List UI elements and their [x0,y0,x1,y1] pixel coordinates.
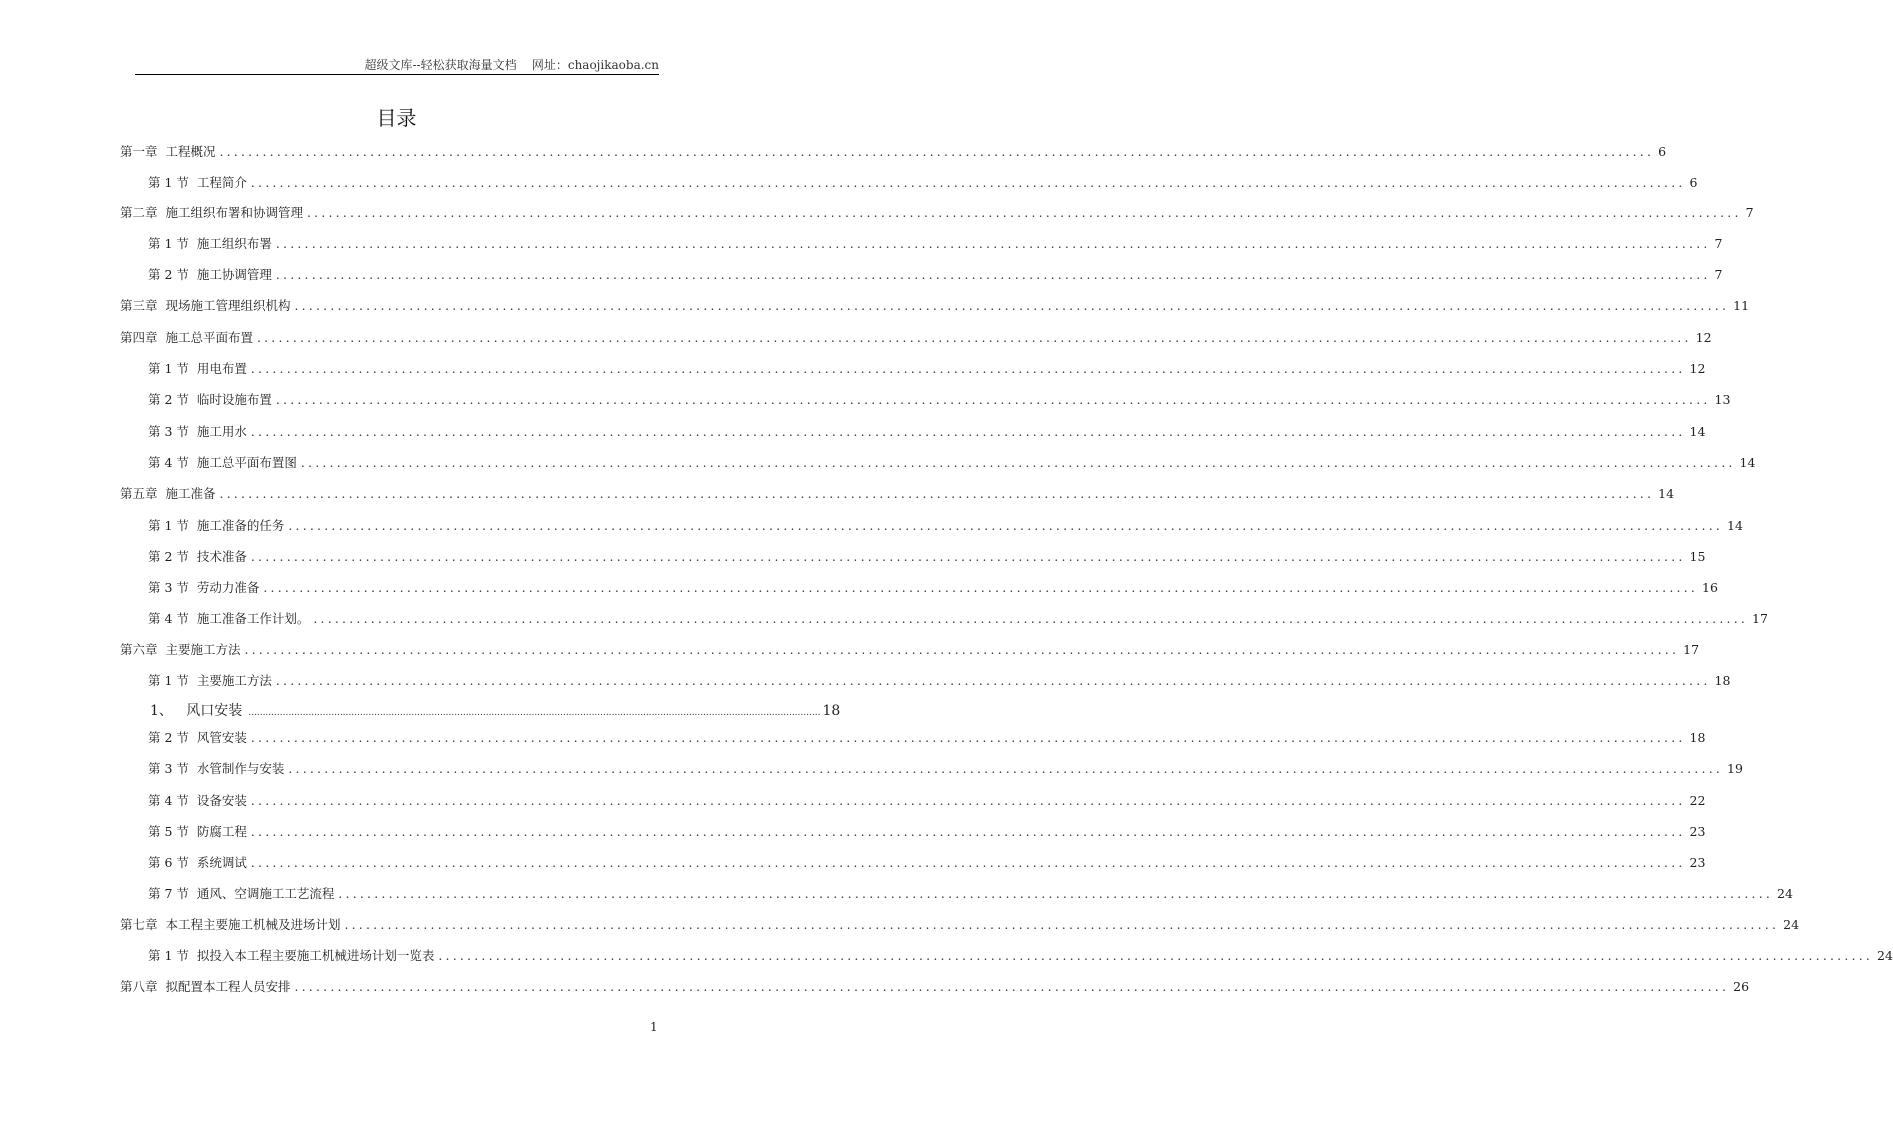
toc-entry-label: 第 4 节 设备安装 [148,793,247,808]
toc-entry[interactable] [148,360,1706,378]
toc-entry-page: 6 [1689,175,1698,190]
toc-entry-page: 24 [1783,917,1800,932]
toc-entry[interactable] [148,854,1706,872]
toc-entry[interactable] [148,729,1706,747]
toc-entry[interactable] [148,517,1743,535]
dot-leader: ........................................................................................................................................................................................................ [294,298,1730,313]
toc-entry-label: 第一章 工程概况 [120,144,216,159]
toc-entry[interactable] [120,143,1667,161]
toc-entry[interactable] [120,329,1712,347]
toc-entry-page: 24 [1877,948,1893,963]
toc-entry-label: 第 4 节 施工准备工作计划。 [148,611,310,626]
toc-entry-page: 18 [1689,730,1706,745]
toc-entry[interactable] [148,823,1706,841]
dot-leader: ........................................................................................................................................................................................................ [250,730,1686,745]
dot-leader: ........................................................................................................................................................................................................ [256,330,1692,345]
toc-entry-label: 第 1 节 用电布置 [148,361,247,376]
dot-leader: ........................................................................................................................................................................................................ [438,948,1874,963]
toc-entry-label: 第八章 拟配置本工程人员安排 [120,979,291,994]
toc-entry[interactable] [148,454,1756,472]
dot-leader: ........................................................................................................................................................................................................ [294,979,1730,994]
dot-leader: ........................................................................................................................................................................................................ [344,917,1780,932]
page-number: 1 [650,1020,658,1034]
toc-entry-page: 22 [1689,793,1706,808]
toc-entry[interactable] [148,672,1731,690]
toc-entry[interactable] [150,702,841,720]
toc-entry[interactable] [120,297,1750,315]
toc-entry-page: 15 [1689,549,1706,564]
dot-leader: ........................................................................................................................................................................................................ [250,855,1686,870]
dot-leader: ........................................................................................................................................................................................................ [250,793,1686,808]
toc-entry-label: 第 1 节 工程简介 [148,175,247,190]
toc-entry-label: 第 5 节 防腐工程 [148,824,247,839]
toc-entry-page: 17 [1683,642,1700,657]
toc-entry[interactable] [120,485,1675,503]
toc-entry[interactable] [148,391,1731,409]
toc-entry-page: 16 [1702,580,1718,595]
toc-entry-page: 14 [1739,455,1756,470]
toc-entry-label: 第 1 节 施工准备的任务 [148,518,285,533]
toc-entry[interactable] [148,610,1768,628]
toc-entry-page: 23 [1689,855,1706,870]
toc-entry-label: 1、 风口安装 [150,703,243,719]
toc-entry-page: 19 [1727,761,1743,776]
toc-entry[interactable] [148,579,1718,597]
header-divider [135,74,659,75]
dot-leader: ........................................................................................................................................................................................................ [248,708,821,718]
toc-entry[interactable] [120,641,1700,659]
dot-leader: ........................................................................................................................................................................................................ [275,392,1711,407]
toc-entry-page: 18 [822,703,841,719]
toc-entry-label: 第 2 节 施工协调管理 [148,267,272,282]
toc-entry-label: 第 2 节 临时设施布置 [148,392,272,407]
dot-leader: ........................................................................................................................................................................................................ [219,486,1655,501]
toc-entry-page: 12 [1695,330,1712,345]
toc-entry[interactable] [148,266,1723,284]
dot-leader: ........................................................................................................................................................................................................ [313,611,1749,626]
toc-entry-page: 7 [1714,236,1723,251]
toc-entry-label: 第三章 现场施工管理组织机构 [120,298,291,313]
toc-entry-page: 14 [1689,424,1706,439]
toc-entry-label: 第四章 施工总平面布置 [120,330,253,345]
toc-title: 目录 [376,106,417,130]
dot-leader: ........................................................................................................................................................................................................ [244,642,1680,657]
toc-entry-page: 24 [1777,886,1793,901]
toc-entry-page: 11 [1733,298,1750,313]
toc-entry-page: 13 [1714,392,1731,407]
toc-entry-label: 第 3 节 水管制作与安装 [148,761,285,776]
toc-entry[interactable] [148,235,1723,253]
toc-entry-page: 12 [1689,361,1706,376]
toc-entry-label: 第 2 节 风管安装 [148,730,247,745]
toc-entry-page: 17 [1752,611,1768,626]
toc-entry[interactable] [148,947,1893,965]
dot-leader: ........................................................................................................................................................................................................ [338,886,1774,901]
toc-entry[interactable] [120,204,1754,222]
toc-entry-label: 第 3 节 劳动力准备 [148,580,260,595]
toc-entry[interactable] [148,885,1793,903]
toc-entry[interactable] [148,423,1706,441]
toc-entry-label: 第 1 节 主要施工方法 [148,673,272,688]
toc-entry-page: 7 [1714,267,1723,282]
toc-entry-page: 18 [1714,673,1731,688]
toc-entry[interactable] [120,916,1800,934]
toc-entry-label: 第五章 施工准备 [120,486,216,501]
toc-entry[interactable] [120,978,1750,996]
dot-leader: ........................................................................................................................................................................................................ [300,455,1736,470]
toc-entry[interactable] [148,174,1698,192]
toc-entry-label: 第 2 节 技术准备 [148,549,247,564]
dot-leader: ........................................................................................................................................................................................................ [275,673,1711,688]
toc-entry[interactable] [148,548,1706,566]
toc-entry-label: 第二章 施工组织布署和协调管理 [120,205,303,220]
toc-entry-label: 第 7 节 通风、空调施工工艺流程 [148,886,335,901]
toc-entry-label: 第 1 节 施工组织布署 [148,236,272,251]
dot-leader: ........................................................................................................................................................................................................ [275,267,1711,282]
dot-leader: ........................................................................................................................................................................................................ [288,761,1724,776]
dot-leader: ........................................................................................................................................................................................................ [263,580,1699,595]
dot-leader: ........................................................................................................................................................................................................ [250,424,1686,439]
toc-entry[interactable] [148,760,1743,778]
toc-entry-page: 7 [1745,205,1754,220]
toc-entry-label: 第六章 主要施工方法 [120,642,241,657]
toc-entry-page: 23 [1689,824,1706,839]
dot-leader: ........................................................................................................................................................................................................ [250,175,1686,190]
dot-leader: ........................................................................................................................................................................................................ [288,518,1724,533]
dot-leader: ........................................................................................................................................................................................................ [275,236,1711,251]
toc-entry-label: 第 4 节 施工总平面布置图 [148,455,297,470]
toc-entry-label: 第 1 节 拟投入本工程主要施工机械进场计划一览表 [148,948,435,963]
toc-entry-label: 第 6 节 系统调试 [148,855,247,870]
dot-leader: ........................................................................................................................................................................................................ [250,824,1686,839]
toc-entry-label: 第七章 本工程主要施工机械及进场计划 [120,917,341,932]
toc-entry-page: 6 [1658,144,1667,159]
toc-entry-label: 第 3 节 施工用水 [148,424,247,439]
toc-entry[interactable] [148,792,1706,810]
dot-leader: ........................................................................................................................................................................................................ [219,144,1655,159]
toc-entry-page: 14 [1727,518,1743,533]
toc-entry-page: 26 [1733,979,1750,994]
dot-leader: ........................................................................................................................................................................................................ [306,205,1742,220]
dot-leader: ........................................................................................................................................................................................................ [250,361,1686,376]
toc-entry-page: 14 [1658,486,1675,501]
dot-leader: ........................................................................................................................................................................................................ [250,549,1686,564]
page-header: 超级文库--轻松获取海量文档 网址：chaojikaoba.cn [364,58,659,72]
